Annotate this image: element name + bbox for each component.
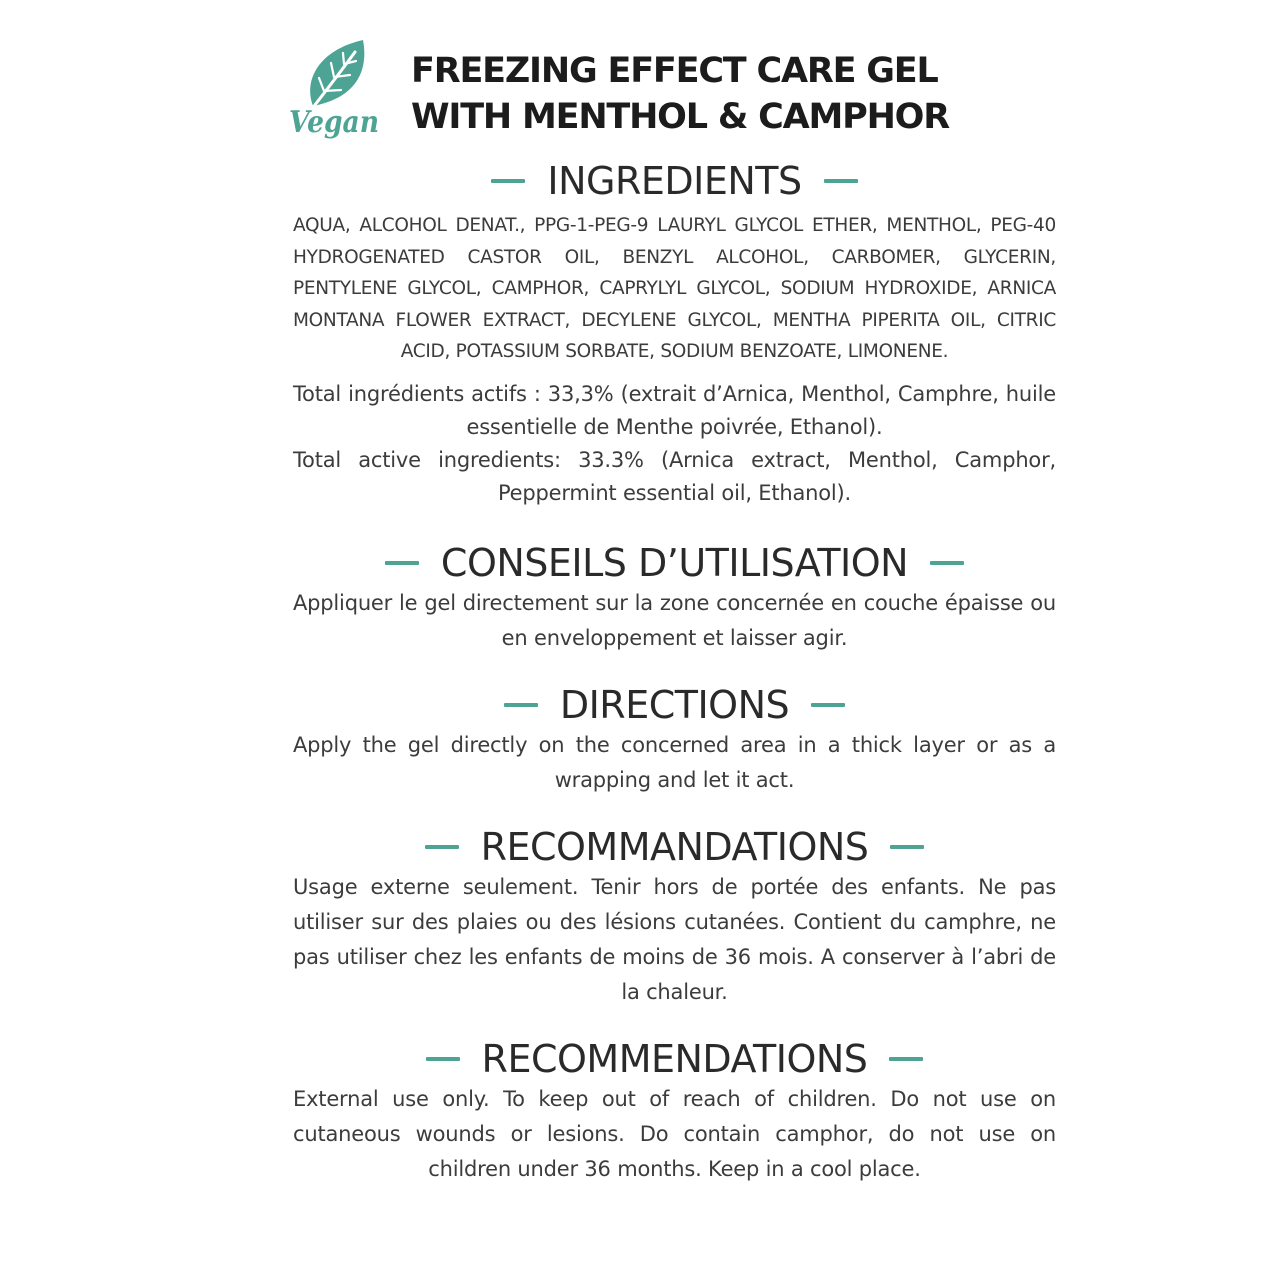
- active-ingredients-fr: Total ingrédients actifs : 33,3% (extrait d’Arnica, Menthol, Camphre, huile essentielle de Menthe poivrée, Ethanol).: [293, 381, 1056, 439]
- ingredients-list: AQUA, ALCOHOL DENAT., PPG-1-PEG-9 LAURYL GLYCOL ETHER, MENTHOL, PEG-40 HYDROGENATED CASTOR OIL, BENZYL ALCOHOL, CARBOMER, GLYCERIN, PENTYLENE GLYCOL, CAMPHOR, CAPRYLYL GLYCOL, SODIUM HYDROXIDE, ARNICA MONTANA FLOWER EXTRACT, DECYLENE GLYCOL, MENTHA PIPERITA OIL, CITRIC ACID, POTASSIUM SORBATE, SODIUM BENZOATE, LIMONENE.: [293, 215, 1056, 362]
- conseils-heading: [293, 540, 1056, 586]
- title-line-1: FREEZING EFFECT CARE GEL: [411, 51, 938, 91]
- active-ingredients-en: Total active ingredients: 33.3% (Arnica extract, Menthol, Camphor, Peppermint essential oil, Ethanol).: [293, 447, 1056, 505]
- conseils-heading-text: CONSEILS D’UTILISATION: [440, 540, 909, 585]
- directions-text: Apply the gel directly on the concerned area in a thick layer or as a wrapping and let it act.: [293, 732, 1056, 792]
- recommandations-heading: [293, 824, 1056, 870]
- vegan-logo: [289, 36, 385, 150]
- directions-heading: [293, 682, 1056, 728]
- directions-heading-text: DIRECTIONS: [559, 682, 790, 727]
- label-header: [289, 32, 1056, 154]
- accent-dash: [504, 703, 538, 707]
- conseils-section: [293, 540, 1056, 656]
- ingredients-heading: [293, 158, 1056, 204]
- recommendations-section: [293, 1036, 1056, 1187]
- accent-dash: [491, 179, 525, 183]
- vegan-text: Vegan: [289, 105, 379, 140]
- recommendations-text: External use only. To keep out of reach of children. Do not use on cutaneous wounds or lesions. Do contain camphor, do not use on children under 36 months. Keep in a cool place.: [293, 1086, 1056, 1181]
- title-line-2: WITH MENTHOL & CAMPHOR: [411, 97, 949, 137]
- recommendations-heading-text: RECOMMENDATIONS: [481, 1036, 868, 1081]
- accent-dash: [811, 703, 845, 707]
- accent-dash: [930, 561, 964, 565]
- conseils-text: Appliquer le gel directement sur la zone concernée en couche épaisse ou en enveloppement et laisser agir.: [293, 590, 1056, 650]
- accent-dash: [426, 1057, 460, 1061]
- accent-dash: [385, 561, 419, 565]
- ingredients-heading-text: INGREDIENTS: [547, 159, 802, 203]
- directions-section: [293, 682, 1056, 798]
- product-title: [411, 48, 949, 140]
- accent-dash: [890, 845, 924, 849]
- accent-dash: [824, 179, 858, 183]
- product-label: [289, 32, 1056, 1187]
- ingredients-section: [293, 158, 1056, 510]
- recommandations-section: [293, 824, 1056, 1010]
- recommandations-text: Usage externe seulement. Tenir hors de portée des enfants. Ne pas utiliser sur des plaies ou des lésions cutanées. Contient du camphre, ne pas utiliser chez les enfants de moins de 36 mois. A conserver à l’abri de la chaleur.: [293, 874, 1056, 1004]
- accent-dash: [889, 1057, 923, 1061]
- accent-dash: [425, 845, 459, 849]
- recommendations-heading: [293, 1036, 1056, 1082]
- leaf-icon: [310, 40, 364, 110]
- recommandations-heading-text: RECOMMANDATIONS: [480, 824, 869, 869]
